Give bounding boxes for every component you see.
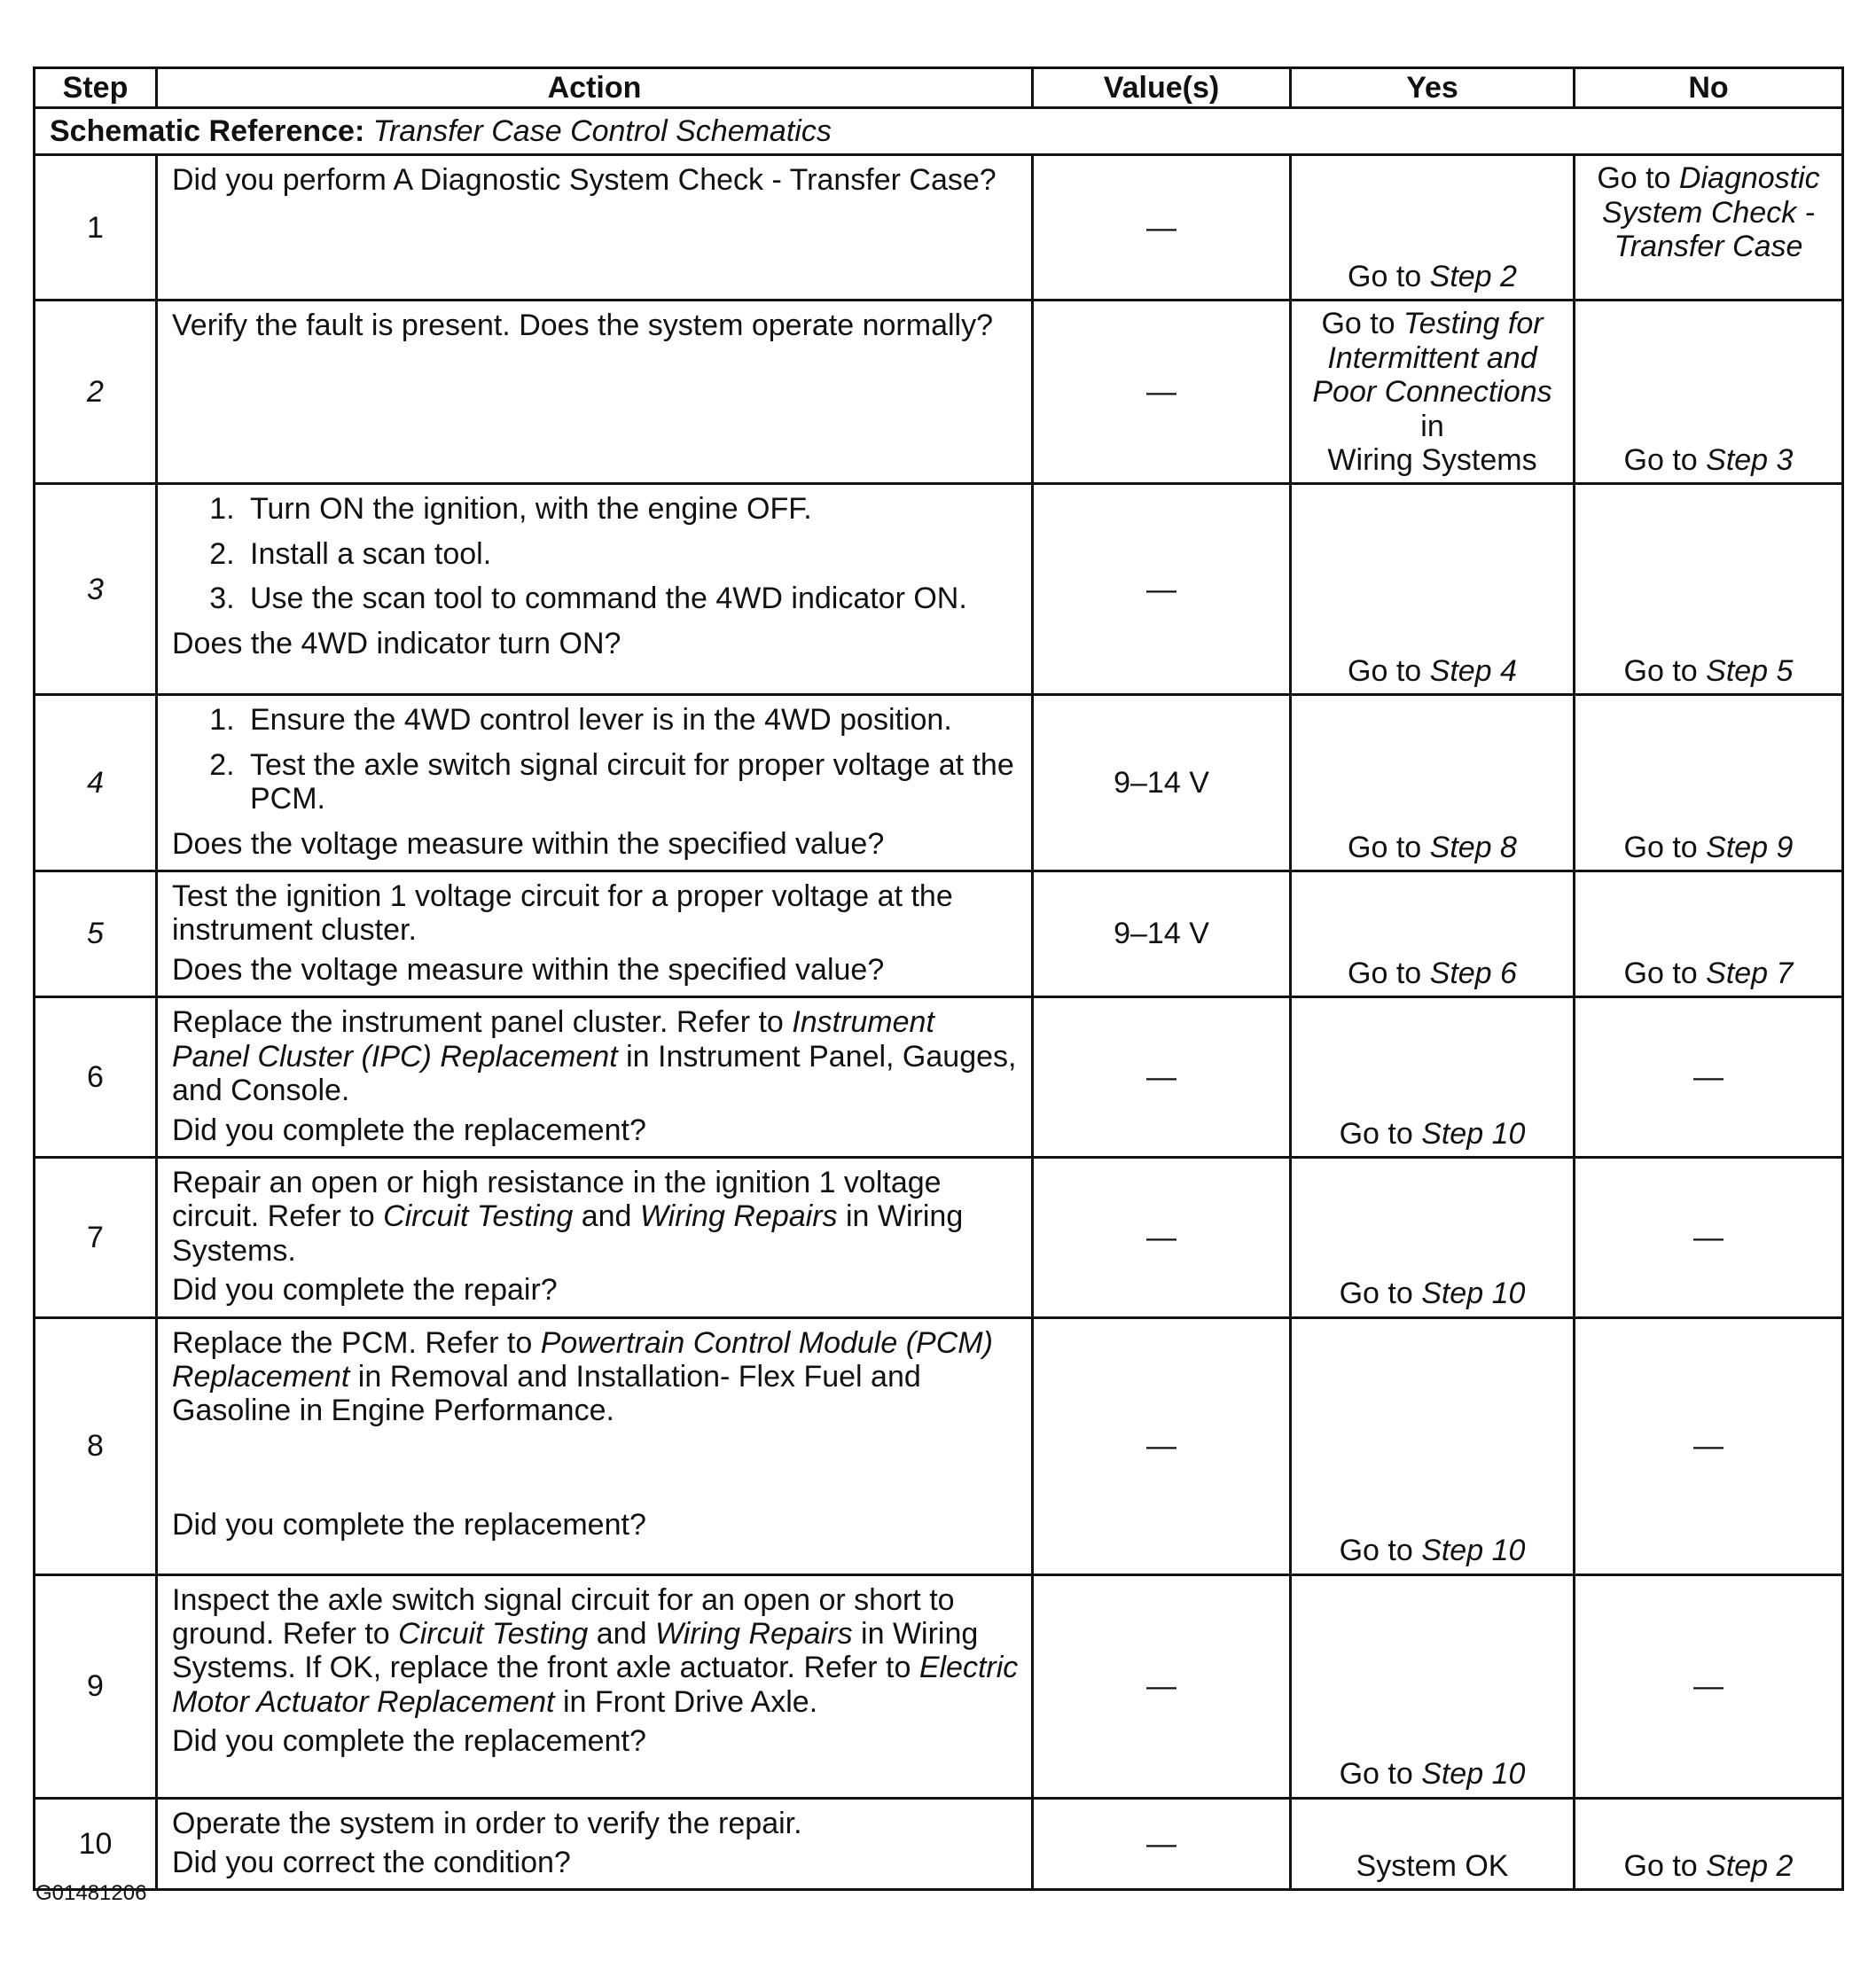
- table-row: [35, 1798, 1843, 1890]
- value-cell: —: [1033, 484, 1291, 695]
- yes-cell: Go to Testing for Intermittent and Poor Connections in Wiring Systems: [1291, 301, 1575, 484]
- value-cell: —: [1033, 1157, 1291, 1317]
- action-cell: [157, 301, 1033, 484]
- yes-link[interactable]: Step 10: [1421, 1534, 1526, 1568]
- yes-link[interactable]: Step 2: [1429, 260, 1517, 293]
- yes-link[interactable]: Step 8: [1429, 830, 1517, 864]
- yes-link[interactable]: Step 10: [1421, 1757, 1526, 1792]
- action-text: Test the ignition 1 voltage circuit for a proper voltage at the instrument cluster.: [172, 879, 953, 948]
- no-link[interactable]: Step 2: [1706, 1848, 1794, 1883]
- value-cell: 9–14 V: [1033, 695, 1291, 871]
- action-question: Did you complete the replacement?: [172, 1113, 646, 1147]
- no-link[interactable]: Step 5: [1706, 654, 1794, 689]
- header-action: Action: [157, 68, 1033, 108]
- action-text: Repair an open or high resistance in the ignition 1 voltage circuit. Refer to Circuit Testing and Wiring Repairs in Wiring Systems.: [172, 1165, 964, 1268]
- yes-link[interactable]: Step 4: [1429, 654, 1517, 689]
- no-cell: —: [1575, 1317, 1843, 1574]
- no-cell: Go to Step 3: [1575, 301, 1843, 484]
- action-link[interactable]: Wiring Repairs: [654, 1616, 853, 1651]
- table-row: [35, 1574, 1843, 1798]
- diagnostic-table: [33, 66, 1844, 1891]
- header-step: Step: [35, 68, 157, 108]
- table-row: [35, 1317, 1843, 1574]
- action-question: Does the voltage measure within the specified value?: [172, 826, 885, 861]
- value-cell: —: [1033, 1574, 1291, 1798]
- header-values: Value(s): [1033, 68, 1291, 108]
- table-row: [35, 997, 1843, 1158]
- value-cell: —: [1033, 1317, 1291, 1574]
- action-cell: [157, 871, 1033, 997]
- yes-link[interactable]: Testing for Intermittent and Poor Connections: [1312, 307, 1552, 410]
- yes-cell: Go to Step 10: [1291, 1317, 1575, 1574]
- table-row: [35, 301, 1843, 484]
- table-row: [35, 484, 1843, 695]
- action-question: Did you complete the replacement?: [172, 1508, 646, 1542]
- step-number: 6: [35, 997, 157, 1158]
- no-cell: Go to Step 7: [1575, 871, 1843, 997]
- action-steps: [172, 703, 1019, 816]
- step-number: 8: [35, 1317, 157, 1574]
- action-link[interactable]: Circuit Testing: [383, 1199, 574, 1234]
- table-header-row: [35, 68, 1843, 108]
- action-text: Replace the PCM. Refer to Powertrain Control Module (PCM) Replacement in Removal and Installation- Flex Fuel and Gasoline in Engine Performance.: [172, 1325, 993, 1428]
- no-cell: Go to Step 9: [1575, 695, 1843, 871]
- action-cell: [157, 695, 1033, 871]
- action-link[interactable]: Circuit Testing: [398, 1616, 589, 1651]
- no-cell: —: [1575, 997, 1843, 1158]
- table-row: [35, 695, 1843, 871]
- header-yes: Yes: [1291, 68, 1575, 108]
- no-link[interactable]: Step 9: [1706, 830, 1794, 864]
- action-text: Did you perform A Diagnostic System Check - Transfer Case?: [172, 163, 997, 198]
- action-steps: [172, 492, 1019, 615]
- value-cell: —: [1033, 1798, 1291, 1890]
- step-number: 2: [35, 301, 157, 484]
- action-step: 3. Use the scan tool to command the 4WD indicator ON.: [243, 582, 1019, 615]
- no-cell: —: [1575, 1574, 1843, 1798]
- schematic-reference: [35, 108, 1843, 155]
- action-step: 1. Turn ON the ignition, with the engine OFF.: [243, 492, 1019, 526]
- value-cell: —: [1033, 301, 1291, 484]
- no-link[interactable]: Step 3: [1706, 443, 1794, 478]
- table-row: [35, 1157, 1843, 1317]
- no-cell: Go to Step 2: [1575, 1798, 1843, 1890]
- step-number: 5: [35, 871, 157, 997]
- no-link[interactable]: Diagnostic System Check - Transfer Case: [1602, 161, 1820, 264]
- action-cell: [157, 1574, 1033, 1798]
- yes-cell: Go to Step 6: [1291, 871, 1575, 997]
- action-question: Does the 4WD indicator turn ON?: [172, 626, 621, 660]
- yes-cell: Go to Step 8: [1291, 695, 1575, 871]
- no-cell: —: [1575, 1157, 1843, 1317]
- step-number: 9: [35, 1574, 157, 1798]
- action-link[interactable]: Instrument Panel Cluster (IPC) Replacement: [172, 1005, 934, 1074]
- yes-cell: Go to Step 10: [1291, 1574, 1575, 1798]
- action-question: Did you correct the condition?: [172, 1845, 571, 1879]
- action-cell: [157, 484, 1033, 695]
- step-number: 4: [35, 695, 157, 871]
- action-link[interactable]: Wiring Repairs: [639, 1199, 838, 1234]
- action-text: Operate the system in order to verify the repair.: [172, 1806, 802, 1840]
- action-cell: [157, 1317, 1033, 1574]
- no-cell: Go to Diagnostic System Check - Transfer Case: [1575, 155, 1843, 301]
- yes-cell: Go to Step 2: [1291, 155, 1575, 301]
- action-step: 1. Ensure the 4WD control lever is in the 4WD position.: [243, 703, 1019, 737]
- table-row: [35, 871, 1843, 997]
- yes-cell: Go to Step 4: [1291, 484, 1575, 695]
- action-body: [172, 1326, 1019, 1542]
- action-cell: [157, 1157, 1033, 1317]
- value-cell: 9–14 V: [1033, 871, 1291, 997]
- action-cell: [157, 997, 1033, 1158]
- yes-link[interactable]: Step 10: [1421, 1116, 1526, 1151]
- step-number: 3: [35, 484, 157, 695]
- action-question: Does the voltage measure within the specified value?: [172, 952, 885, 987]
- action-cell: [157, 1798, 1033, 1890]
- action-link[interactable]: Electric Motor Actuator Replacement: [172, 1651, 1019, 1719]
- action-cell: [157, 155, 1033, 301]
- value-cell: —: [1033, 997, 1291, 1158]
- yes-cell: Go to Step 10: [1291, 997, 1575, 1158]
- action-question: Did you complete the repair?: [172, 1273, 558, 1308]
- yes-link[interactable]: Step 6: [1429, 956, 1517, 990]
- yes-link[interactable]: Step 10: [1421, 1277, 1526, 1311]
- value-cell: —: [1033, 155, 1291, 301]
- schematic-link[interactable]: Transfer Case Control Schematics: [372, 114, 832, 149]
- action-text: Replace the instrument panel cluster. Refer to Instrument Panel Cluster (IPC) Replacement in Instrument Panel, Gauges, and Console.: [172, 1005, 1017, 1108]
- no-link[interactable]: Step 7: [1706, 956, 1794, 990]
- header-no: No: [1575, 68, 1843, 108]
- figure-code: G01481206: [35, 1881, 147, 1905]
- schematic-label: Schematic Reference:: [50, 114, 365, 149]
- yes-cell: System OK: [1291, 1798, 1575, 1890]
- table-row: [35, 155, 1843, 301]
- action-link[interactable]: Powertrain Control Module (PCM) Replacement: [172, 1325, 993, 1394]
- action-text: Inspect the axle switch signal circuit for an open or short to ground. Refer to Circuit Testing and Wiring Repairs in Wiring Systems. If OK, replace the front axle actuator. Refer to Electric Motor Actuator Replacement in Front Drive Axle.: [172, 1582, 1019, 1719]
- step-number: 7: [35, 1157, 157, 1317]
- action-step: 2. Test the axle switch signal circuit for proper voltage at the PCM.: [243, 748, 1019, 816]
- action-question: Did you complete the replacement?: [172, 1724, 646, 1759]
- step-number: 1: [35, 155, 157, 301]
- yes-cell: Go to Step 10: [1291, 1157, 1575, 1317]
- action-text: Verify the fault is present. Does the system operate normally?: [172, 308, 994, 343]
- step-number: 10: [35, 1798, 157, 1890]
- schematic-reference-row: [35, 108, 1843, 155]
- no-cell: Go to Step 5: [1575, 484, 1843, 695]
- action-step: 2. Install a scan tool.: [243, 537, 1019, 571]
